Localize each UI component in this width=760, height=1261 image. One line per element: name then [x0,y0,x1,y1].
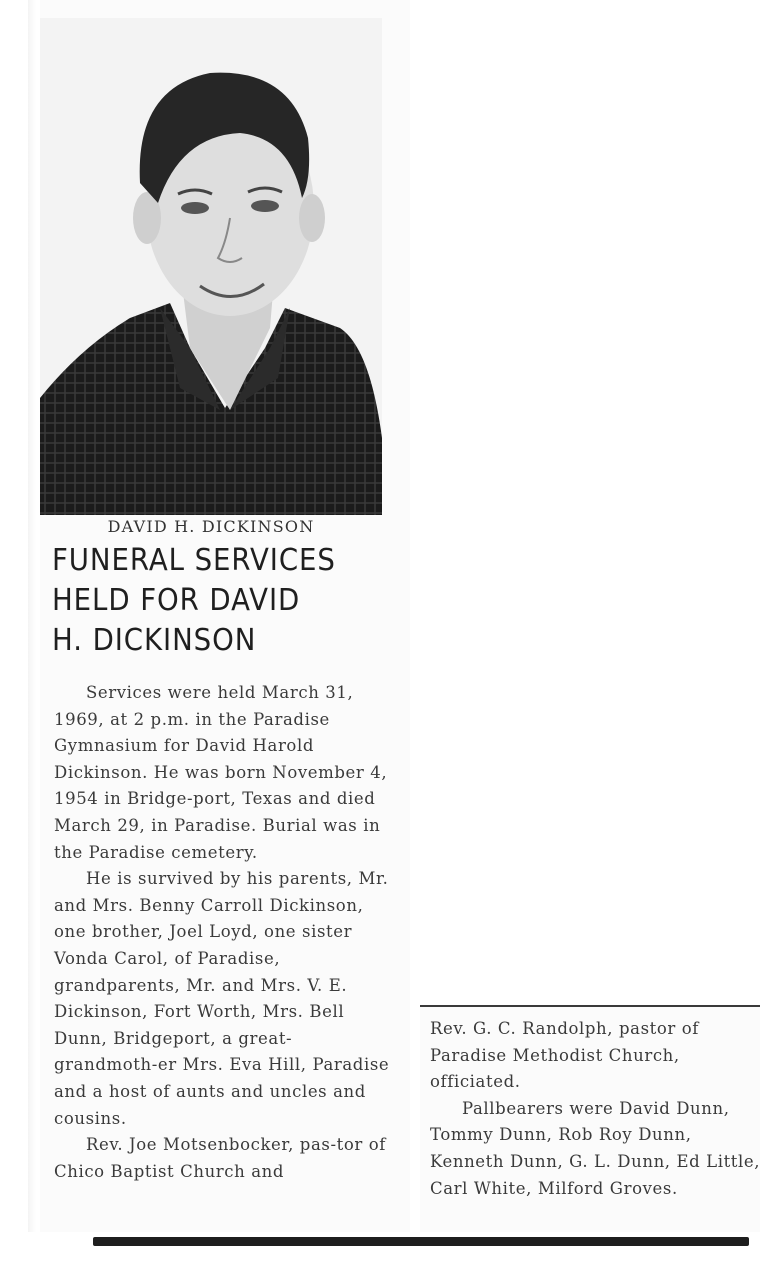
photo-caption: DAVID H. DICKINSON [107,517,315,536]
paragraph-officiant-end: Rev. G. C. Randolph, pastor of Paradise Methodist Church, officiated. [430,1019,699,1092]
paragraph-officiant-start: Rev. Joe Motsenbocker, pas-tor of Chico Baptist Church and [54,1135,386,1181]
paragraph-services: Services were held March 31, 1969, at 2 p.m. in the Paradise Gymnasium for David Harold Dickinson. He was born November 4, 1954 in Bridge-port, Texas and died March 29, in Paradise. Burial was in the Paradise cemetery. [54,683,388,862]
bottom-divider [93,1237,749,1246]
top-divider [420,1005,760,1007]
paragraph-survivors: He is survived by his parents, Mr. and Mrs. Benny Carroll Dickinson, one brother, Joel Loyd, one sister Vonda Carol, of Paradise, grandparents, Mr. and Mrs. V. E. Dickinson, Fort Worth, Mrs. Bell Dunn, Bridgeport, a great-grandmoth-er Mrs. Eva Hill, Paradise and a host of aunts and uncles and cousins. [54,869,390,1128]
portrait-photo [40,18,382,515]
article-column-left [54,680,394,1185]
headline-line-1: FUNERAL SERVICES [52,543,336,578]
headline-line-3: H. DICKINSON [52,623,257,658]
paragraph-pallbearers: Pallbearers were David Dunn, Tommy Dunn, Rob Roy Dunn, Kenneth Dunn, G. L. Dunn, Ed Little, Carl White, Milford Groves. [430,1098,760,1198]
headline [52,541,365,661]
article-column-right [430,1016,760,1202]
headline-line-2: HELD FOR DAVID [52,583,301,618]
